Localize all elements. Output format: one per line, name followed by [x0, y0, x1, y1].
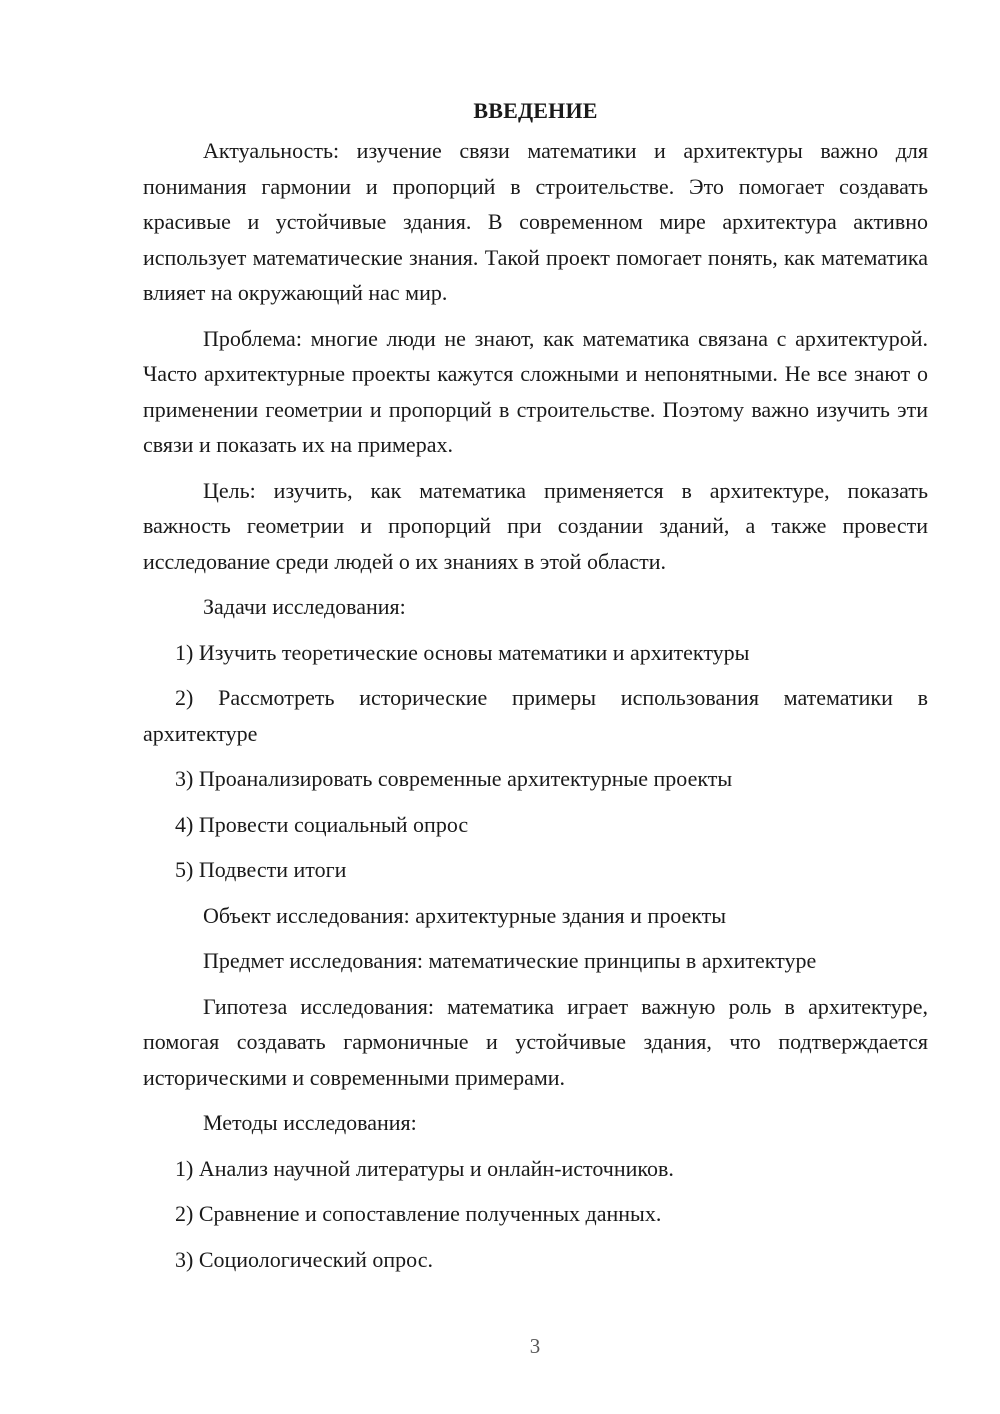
- object-line: Объект исследования: архитектурные здания и проекты: [203, 902, 727, 928]
- goal-paragraph: Цель: изучить, как математика применяется в архитектуре, показать важность геометрии и пропорций при создании зданий, а также провести исследование среди людей о их знаниях в этой области.: [143, 477, 928, 574]
- tasks-heading: Задачи исследования:: [203, 594, 406, 619]
- section-title: ВВЕДЕНИЕ: [473, 98, 598, 123]
- method-item-3: 3) Социологический опрос.: [175, 1246, 433, 1272]
- subject-line: Предмет исследования: математические принципы в архитектуре: [203, 948, 817, 973]
- task-item-5: 5) Подвести итоги: [175, 857, 347, 882]
- method-item-2: 2) Сравнение и сопоставление полученных данных.: [175, 1201, 662, 1226]
- document-body: [143, 93, 928, 1277]
- page-number: 3: [529, 1334, 541, 1358]
- relevance-paragraph: Актуальность: изучение связи математики и архитектуры важно для понимания гармонии и пропорций в строительстве. Это помогает создавать красивые и устойчивые здания. В современном мире архитектура активно использует математические знания. Такой проект помогает понять, как математика влияет на окружающий нас мир.: [143, 138, 928, 305]
- methods-heading: Методы исследования:: [203, 1110, 417, 1135]
- task-item-4: 4) Провести социальный опрос: [175, 811, 469, 837]
- hypothesis-paragraph: Гипотеза исследования: математика играет важную роль в архитектуре, помогая создавать гармоничные и устойчивые здания, что подтверждается историческими и современными примерами.: [143, 993, 928, 1090]
- task-item-3: 3) Проанализировать современные архитектурные проекты: [175, 766, 733, 791]
- task-item-1: 1) Изучить теоретические основы математики и архитектуры: [175, 639, 750, 665]
- problem-paragraph: Проблема: многие люди не знают, как математика связана с архитектурой. Часто архитектурные проекты кажутся сложными и непонятными. Не все знают о применении геометрии и пропорций в строительстве. Поэтому важно изучить эти связи и показать их на примерах.: [143, 325, 928, 457]
- task-item-2: 2) Рассмотреть исторические примеры использования математики в архитектуре: [143, 685, 928, 746]
- method-item-1: 1) Анализ научной литературы и онлайн-источников.: [175, 1155, 674, 1181]
